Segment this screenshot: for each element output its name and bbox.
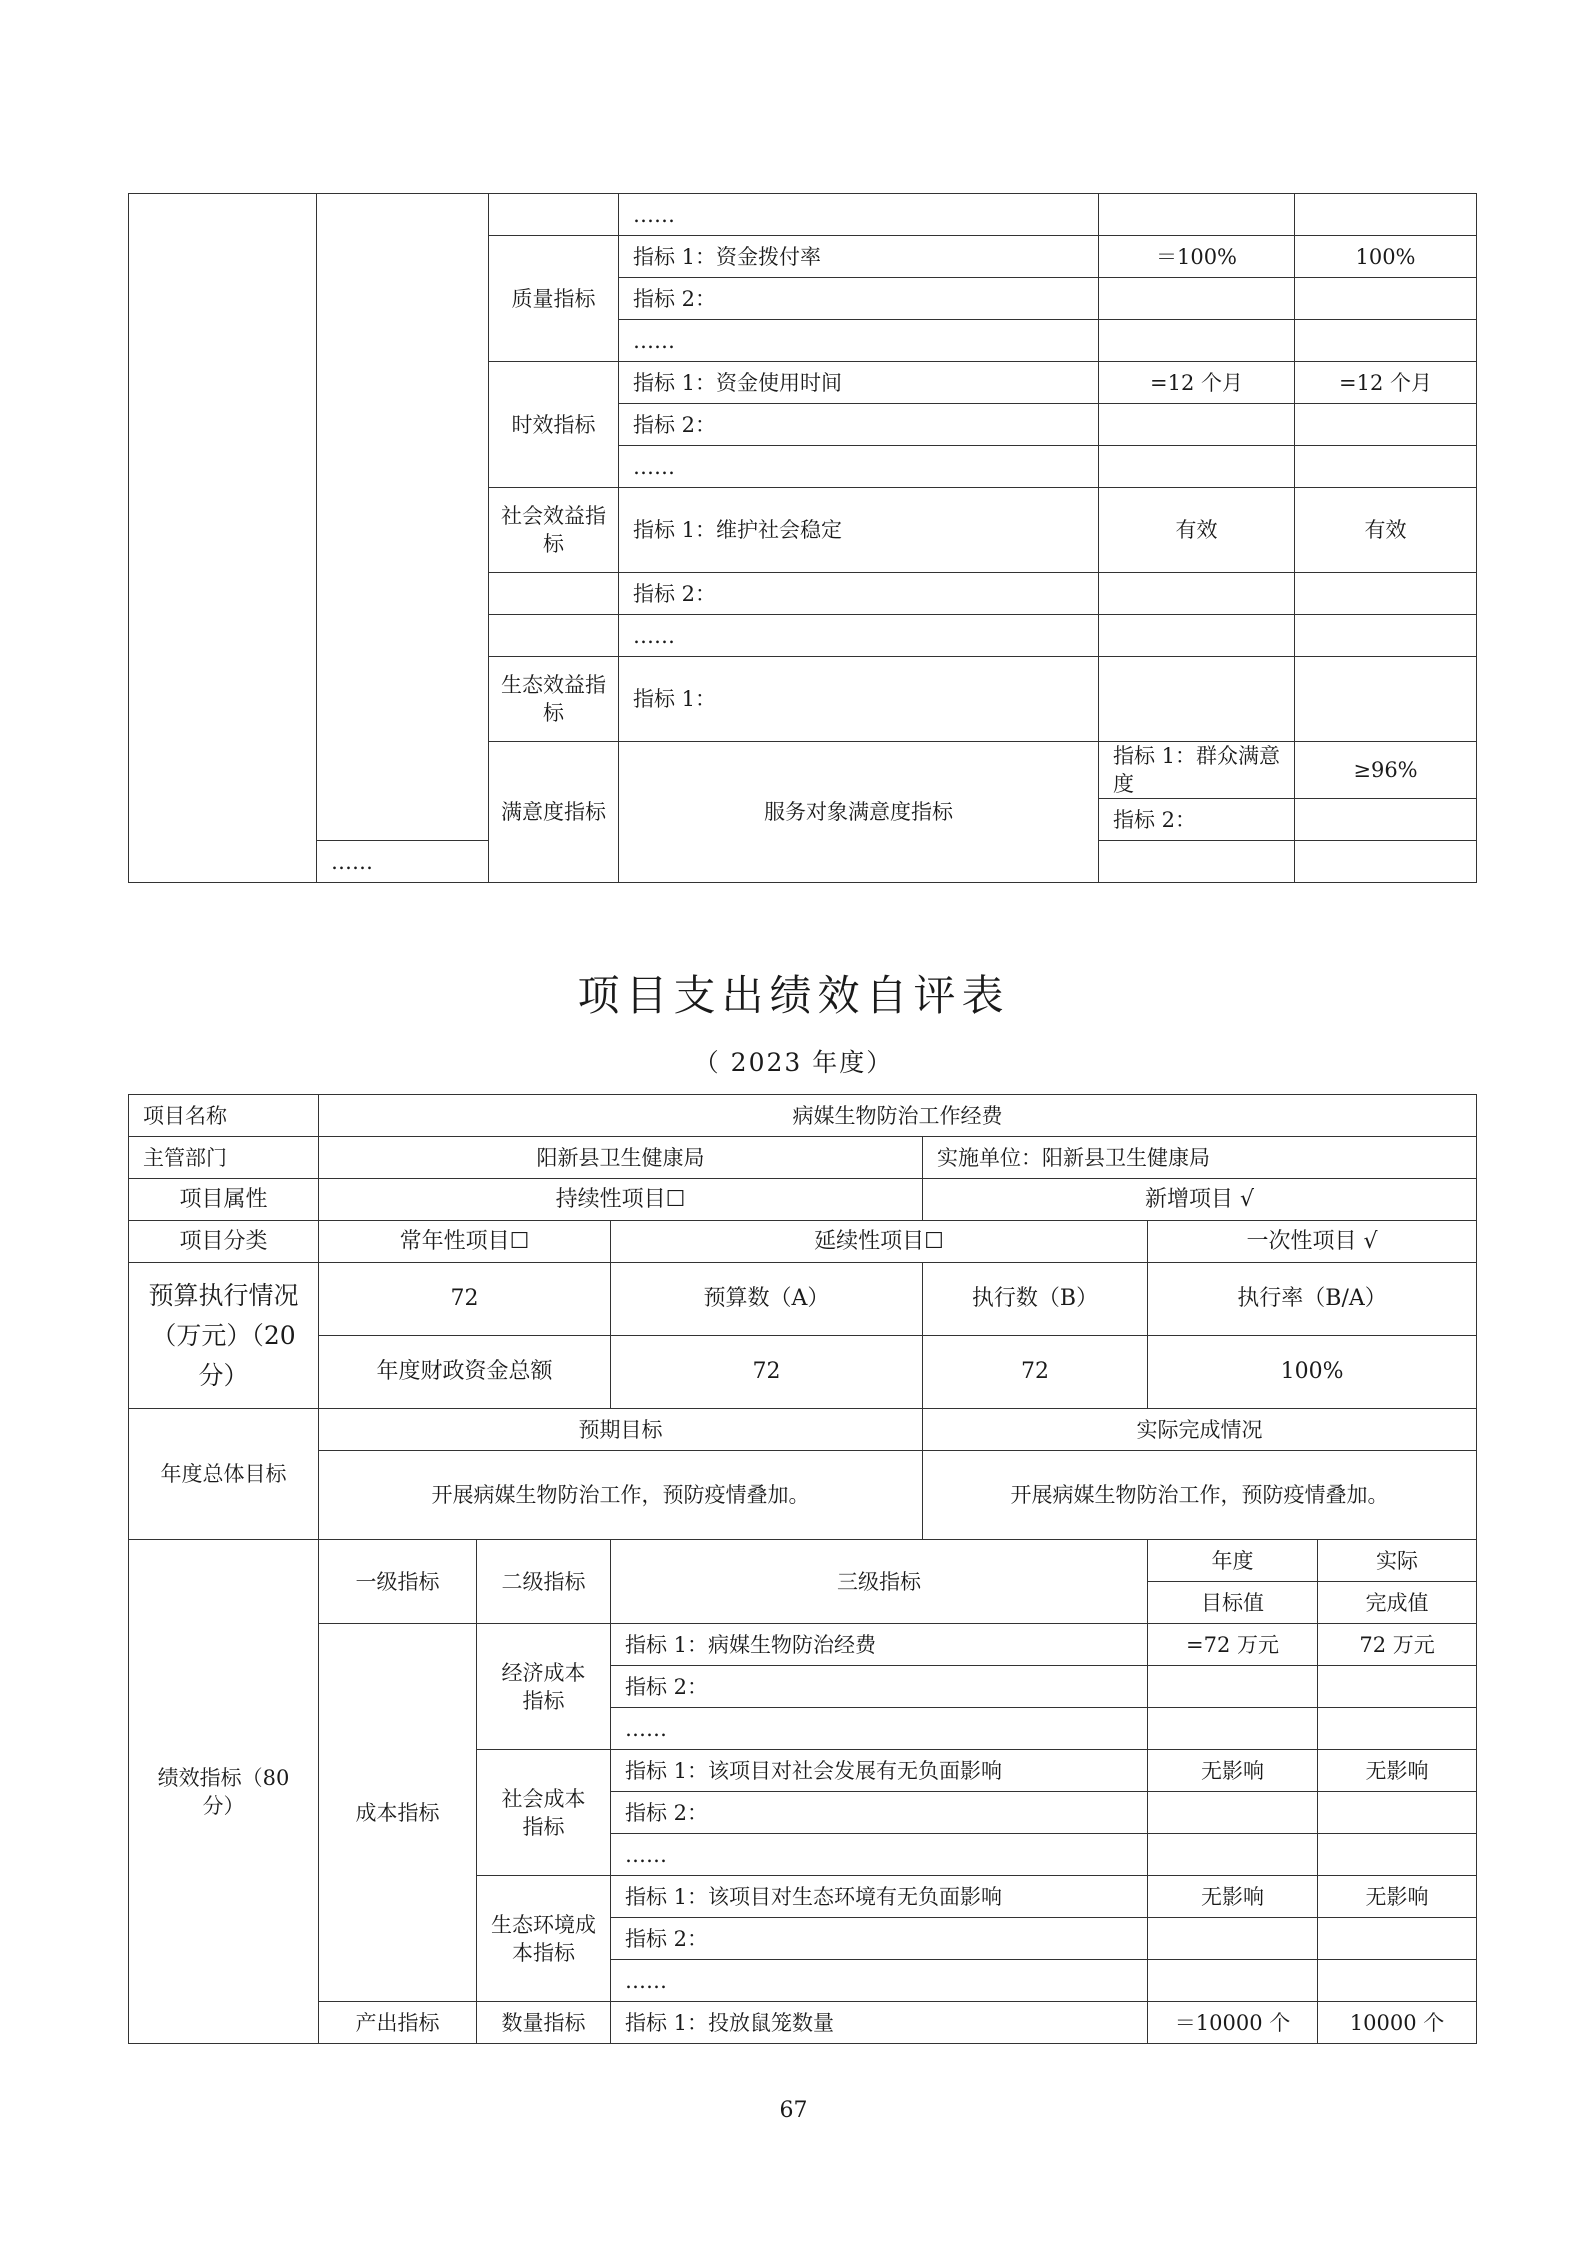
- indicator-cell: 指标 1：: [619, 657, 1099, 742]
- actual-value: 10000 个: [1318, 2002, 1477, 2044]
- target-value: ≥96%: [1295, 742, 1477, 799]
- indicator-cell: 指标 2：: [619, 278, 1099, 320]
- evaluation-table: [128, 1094, 1477, 2044]
- econ-cost-label: 经济成本指标: [477, 1624, 611, 1750]
- goal-expected-label: 预期目标: [319, 1409, 923, 1451]
- output-indicator-label: 产出指标: [319, 2002, 477, 2044]
- header-target-bottom: 目标值: [1148, 1582, 1318, 1624]
- actual-value: 无影响: [1318, 1876, 1477, 1918]
- annual-total-label: 年度财政资金总额: [319, 1336, 611, 1409]
- perf-label: 绩效指标（80分）: [129, 1540, 319, 2044]
- indicator-cell: 指标 2：: [611, 1918, 1148, 1960]
- indicator-cell: 指标 1：投放鼠笼数量: [611, 2002, 1148, 2044]
- page-title: 项目支出绩效自评表: [577, 971, 1010, 1020]
- actual-value: 72 万元: [1318, 1624, 1477, 1666]
- class-extended: 延续性项目☐: [611, 1221, 1148, 1263]
- indicator-cell: ……: [619, 320, 1099, 362]
- indicator-cell: 指标 1：该项目对社会发展有无负面影响: [611, 1750, 1148, 1792]
- class-label: 项目分类: [129, 1221, 319, 1263]
- indicator-cell: 指标 1：该项目对生态环境有无负面影响: [611, 1876, 1148, 1918]
- impl-unit: 实施单位：阳新县卫生健康局: [923, 1137, 1477, 1179]
- year-subtitle: （ 2023 年度）: [693, 1048, 894, 1077]
- blank-cell: [129, 194, 317, 883]
- actual-value: 有效: [1295, 488, 1477, 573]
- goal-actual: 开展病媒生物防治工作，预防疫情叠加。: [923, 1451, 1477, 1540]
- target-value: ＝10000 个: [1148, 2002, 1318, 2044]
- budget-a-label: 预算数（A）: [611, 1263, 923, 1336]
- budget-rate-label: 执行率（B/A）: [1148, 1263, 1477, 1336]
- indicator-cell: 指标 2：: [611, 1666, 1148, 1708]
- annual-rate: 100%: [1148, 1336, 1477, 1409]
- indicator-cell: ……: [619, 446, 1099, 488]
- project-name: 病媒生物防治工作经费: [319, 1095, 1477, 1137]
- goal-expected: 开展病媒生物防治工作，预防疫情叠加。: [319, 1451, 923, 1540]
- continuation-table: [128, 193, 1477, 883]
- blank-cell: [317, 194, 489, 841]
- actual-value: 无影响: [1318, 1750, 1477, 1792]
- target-value: 有效: [1099, 488, 1295, 573]
- indicator-cell: ……: [611, 1708, 1148, 1750]
- budget-b-label: 执行数（B）: [923, 1263, 1148, 1336]
- indicator-cell: ……: [619, 615, 1099, 657]
- blank-cell: [489, 194, 619, 236]
- indicator-cell: 指标 1：资金使用时间: [619, 362, 1099, 404]
- dept-value: 阳新县卫生健康局: [319, 1137, 923, 1179]
- target-value: 无影响: [1148, 1876, 1318, 1918]
- quantity-indicator-label: 数量指标: [477, 2002, 611, 2044]
- indicator-cell: 指标 1：资金拨付率: [619, 236, 1099, 278]
- indicator-cell: 指标 2：: [611, 1792, 1148, 1834]
- indicator-cell: ……: [611, 1960, 1148, 2002]
- attr-label: 项目属性: [129, 1179, 319, 1221]
- indicator-cell: ……: [619, 194, 1099, 236]
- target-value: =72 万元: [1148, 1624, 1318, 1666]
- indicator-cell: 指标 1：群众满意度: [1099, 742, 1295, 799]
- indicator-cell: ……: [611, 1834, 1148, 1876]
- annual-b: 72: [923, 1336, 1148, 1409]
- annual-a: 72: [611, 1336, 923, 1409]
- header-l1: 一级指标: [319, 1540, 477, 1624]
- satisfaction-l2-label: 服务对象满意度指标: [619, 742, 1099, 883]
- indicator-cell: 指标 1：病媒生物防治经费: [611, 1624, 1148, 1666]
- eco-benefit-label: 生态效益指标: [489, 657, 619, 742]
- page-number: 67: [779, 2098, 808, 2123]
- header-l3: 三级指标: [611, 1540, 1148, 1624]
- quality-indicator-label: 质量指标: [489, 236, 619, 362]
- target-value: 无影响: [1148, 1750, 1318, 1792]
- indicator-cell: 指标 2：: [619, 573, 1099, 615]
- attr-new: 新增项目 √: [923, 1179, 1477, 1221]
- timeliness-indicator-label: 时效指标: [489, 362, 619, 488]
- indicator-cell: 指标 2：: [619, 404, 1099, 446]
- class-regular: 常年性项目☐: [319, 1221, 611, 1263]
- cost-indicator-label: 成本指标: [319, 1624, 477, 2002]
- social-cost-label: 社会成本指标: [477, 1750, 611, 1876]
- header-actual-bottom: 完成值: [1318, 1582, 1477, 1624]
- target-value: ＝100%: [1099, 236, 1295, 278]
- eco-cost-label: 生态环境成本指标: [477, 1876, 611, 2002]
- header-l2: 二级指标: [477, 1540, 611, 1624]
- goal-actual-label: 实际完成情况: [923, 1409, 1477, 1451]
- header-target-top: 年度: [1148, 1540, 1318, 1582]
- budget-label: 预算执行情况（万元）（20 分）: [129, 1263, 319, 1409]
- indicator-cell: 指标 2：: [1099, 799, 1295, 841]
- budget-score: 72: [319, 1263, 611, 1336]
- header-actual-top: 实际: [1318, 1540, 1477, 1582]
- class-onetime: 一次性项目 √: [1148, 1221, 1477, 1263]
- indicator-cell: 指标 1：维护社会稳定: [619, 488, 1099, 573]
- target-value: =12 个月: [1099, 362, 1295, 404]
- attr-continuing: 持续性项目☐: [319, 1179, 923, 1221]
- actual-value: =12 个月: [1295, 362, 1477, 404]
- satisfaction-l1-label: 满意度指标: [489, 742, 619, 883]
- dept-label: 主管部门: [129, 1137, 319, 1179]
- actual-value: 100%: [1295, 236, 1477, 278]
- project-name-label: 项目名称: [129, 1095, 319, 1137]
- social-benefit-label: 社会效益指标: [489, 488, 619, 573]
- goal-label: 年度总体目标: [129, 1409, 319, 1540]
- indicator-cell: ……: [317, 841, 489, 883]
